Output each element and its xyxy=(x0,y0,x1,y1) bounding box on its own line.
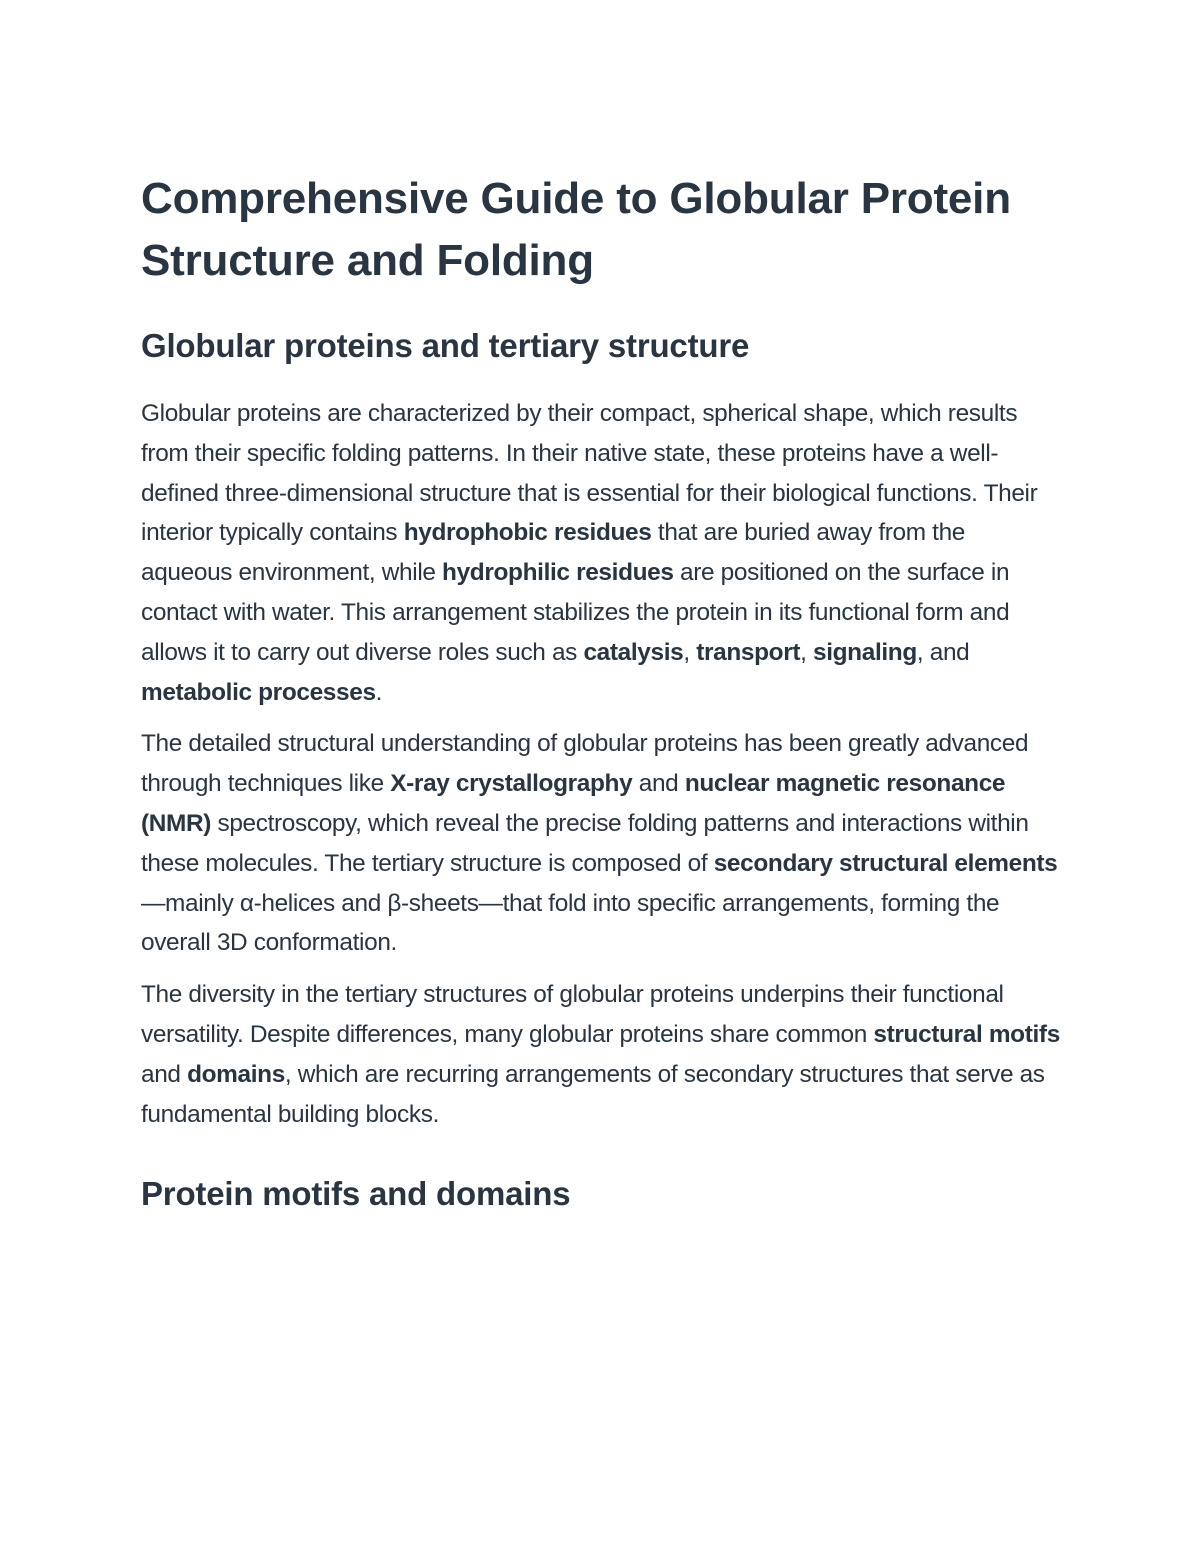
bold-term-domains: domains xyxy=(187,1060,285,1088)
paragraph-text: The diversity in the tertiary structures of globular proteins underpins their functional versatility. Despite differences, many globular proteins share common xyxy=(141,981,1004,1048)
paragraph-text: The detailed structural understanding of globular proteins has been greatly advanced through techniques like xyxy=(141,730,1029,798)
bold-term-secondary-structural-elements: secondary structural elements xyxy=(713,849,1058,877)
paragraph-text: that are buried away from the aqueous environment, while xyxy=(141,519,966,587)
bold-term-hydrophobic-residues: hydrophobic residues xyxy=(403,519,652,547)
bold-term-x-ray-crystallography: X-ray crystallography xyxy=(390,770,633,798)
bold-term-catalysis: catalysis xyxy=(583,638,684,666)
paragraph-text: Globular proteins are characterized by their compact, spherical shape, which results from their specific folding patterns. In their native state, these proteins have a well-defined three-dimensional structure that is essential for their biological functions. Their interior typically contains xyxy=(141,400,1038,547)
paragraph-text: , which are recurring arrangements of secondary structures that serve as fundamental building blocks. xyxy=(141,1060,1045,1128)
paragraph-text: are positioned on the surface in contact with water. This arrangement stabilizes the protein in its functional form and allows it to carry out diverse roles such as xyxy=(141,559,1010,666)
section-heading-motifs-domains: Protein motifs and domains xyxy=(141,1175,571,1213)
paragraph-structural-diversity xyxy=(141,975,1060,1134)
bold-term-structural-motifs: structural motifs xyxy=(873,1020,1060,1048)
paragraph-text: —mainly α-helices and β-sheets—that fold into specific arrangements, forming the overall 3D conformation. xyxy=(141,889,1000,957)
paragraph-text: and xyxy=(141,1060,188,1088)
paragraph-structural-techniques xyxy=(141,724,1060,963)
bold-term-hydrophilic-residues: hydrophilic residues xyxy=(442,559,674,587)
bold-term-signaling: signaling xyxy=(812,638,917,666)
bold-term-nmr: nuclear magnetic resonance (NMR) xyxy=(141,770,1006,837)
paragraph-text: and xyxy=(632,770,685,798)
paragraph-globular-proteins-intro xyxy=(141,394,1060,712)
bold-term-transport: transport xyxy=(696,638,801,666)
paragraph-text: spectroscopy, which reveal the precise folding patterns and interactions within these molecules. The tertiary structure is composed of xyxy=(141,809,1029,877)
bold-term-metabolic-processes: metabolic processes xyxy=(141,678,376,706)
paragraph-text: , xyxy=(800,638,813,666)
paragraph-text: . xyxy=(375,678,383,706)
section-heading-globular-proteins: Globular proteins and tertiary structure xyxy=(141,327,750,364)
document-title: Comprehensive Guide to Globular Protein Structure and Folding xyxy=(141,174,1011,285)
paragraph-text: , xyxy=(683,638,697,666)
paragraph-text: , and xyxy=(916,638,970,666)
